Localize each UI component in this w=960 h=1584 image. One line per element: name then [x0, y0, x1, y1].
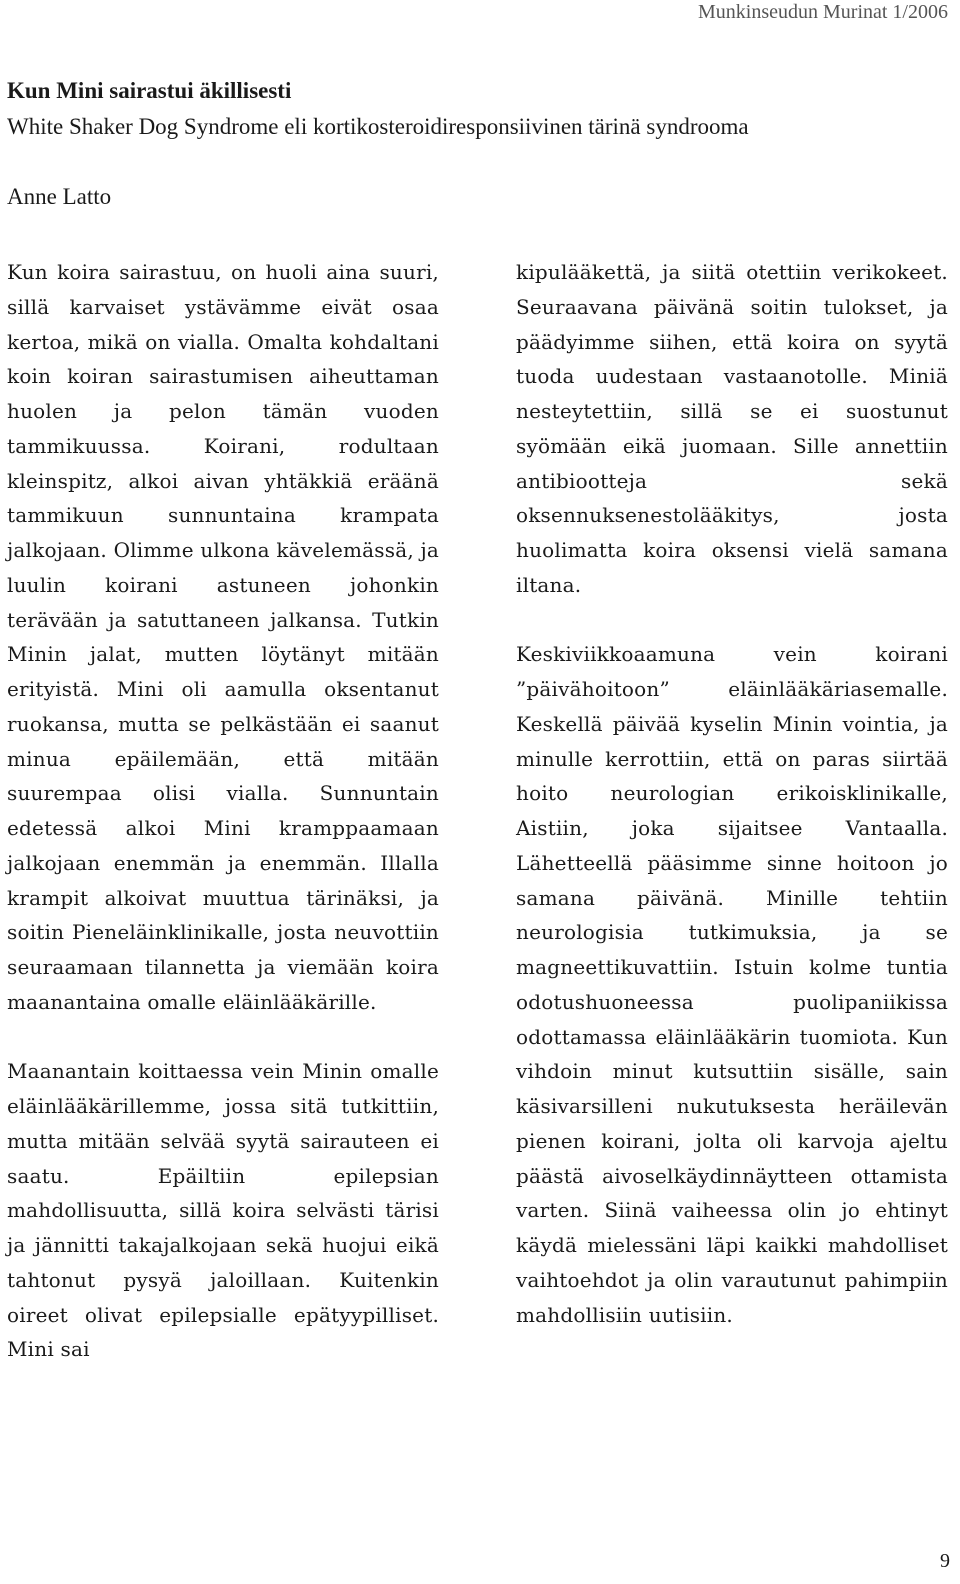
right-paragraph-2: Keskiviikkoaamuna vein koirani ”päivähoitoon” eläinlääkäriasemalle. Keskellä päivää kyselin Minin vointia, ja minulle kerrottiin, että on paras siirtää hoito neurologian erikoisklinikalle, Aistiin, joka sijaitsee Vantaalla. Lähetteellä pääsimme sinne hoitoon jo samana päivänä. Minille tehtiin neurologisia tutkimuksia, ja se magneettikuvattiin. Istuin kolme tuntia odotushuoneessa puolipaniikissa odottamassa eläinlääkärin tuomiota. Kun vihdoin minut kutsuttiin sisälle, sain käsivarsilleni nukutuksesta heräilevän pienen koirani, jolta oli karvoja ajeltu päästä aivoselkäydinnäytteen ottamista varten. Siinä vaiheessa olin jo ehtinyt käydä mielessäni läpi kaikki mahdolliset vaihtoehdot ja olin varautunut pahimpiin mahdollisiin uutisiin. [516, 642, 948, 1327]
left-paragraph-1: Kun koira sairastuu, on huoli aina suuri, sillä karvaiset ystävämme eivät osaa kertoa, mikä on vialla. Omalta kohdaltani koin koiran sairastumisen aiheuttaman huolen ja pelon tämän vuoden tammikuussa. Koirani, rodultaan kleinspitz, alkoi aivan yhtäkkiä eräänä tammikuun sunnuntaina krampata jalkojaan. Olimme ulkona kävelemässä, ja luulin koirani astuneen johonkin terävään ja satuttaneen jalkansa. Tutkin Minin jalat, mutten löytänyt mitään erityistä. Mini oli aamulla oksentanut ruokansa, mutta se pelkästään ei saanut minua epäilemään, että mitään suurempaa olisi vialla. Sunnuntain edetessä alkoi Mini kramppaamaan jalkojaan enemmän ja enemmän. Illalla krampit alkoivat muuttua tärinäksi, ja soitin Pieneläinklinikalle, josta neuvottiin seuraamaan tilannetta ja viemään koira maanantaina omalle eläinlääkärille. [7, 260, 439, 1014]
left-column [7, 255, 439, 1367]
left-paragraph-2: Maanantain koittaessa vein Minin omalle eläinlääkärillemme, jossa sitä tutkittiin, mutta mitään selvää syytä sairauteen ei saatu. Epäiltiin epilepsian mahdollisuutta, sillä koira selvästi tärisi ja jännitti takajalkojaan sekä huojui eikä tahtonut pysyä jaloillaan. Kuitenkin oireet olivat epilepsialle epätyypilliset. Mini sai [7, 1059, 439, 1362]
publication-header: Munkinseudun Murinat 1/2006 [698, 1, 948, 23]
page-number: 9 [940, 1550, 950, 1572]
article-subtitle: White Shaker Dog Syndrome eli kortikosteroidiresponsiivinen tärinä syndrooma [7, 114, 749, 139]
article-author: Anne Latto [7, 184, 112, 209]
article-title: Kun Mini sairastui äkillisesti [7, 78, 292, 103]
right-paragraph-1: kipulääkettä, ja siitä otettiin verikokeet. Seuraavana päivänä soitin tulokset, ja päädyimme siihen, että koira on syytä tuoda uudestaan vastaanotolle. Miniä nesteytettiin, sillä se ei suostunut syömään eikä juomaan. Sille annettiin antibiootteja sekä oksennuksenestolääkitys, josta huolimatta koira oksensi vielä samana iltana. [516, 260, 948, 597]
right-column [516, 255, 948, 1332]
